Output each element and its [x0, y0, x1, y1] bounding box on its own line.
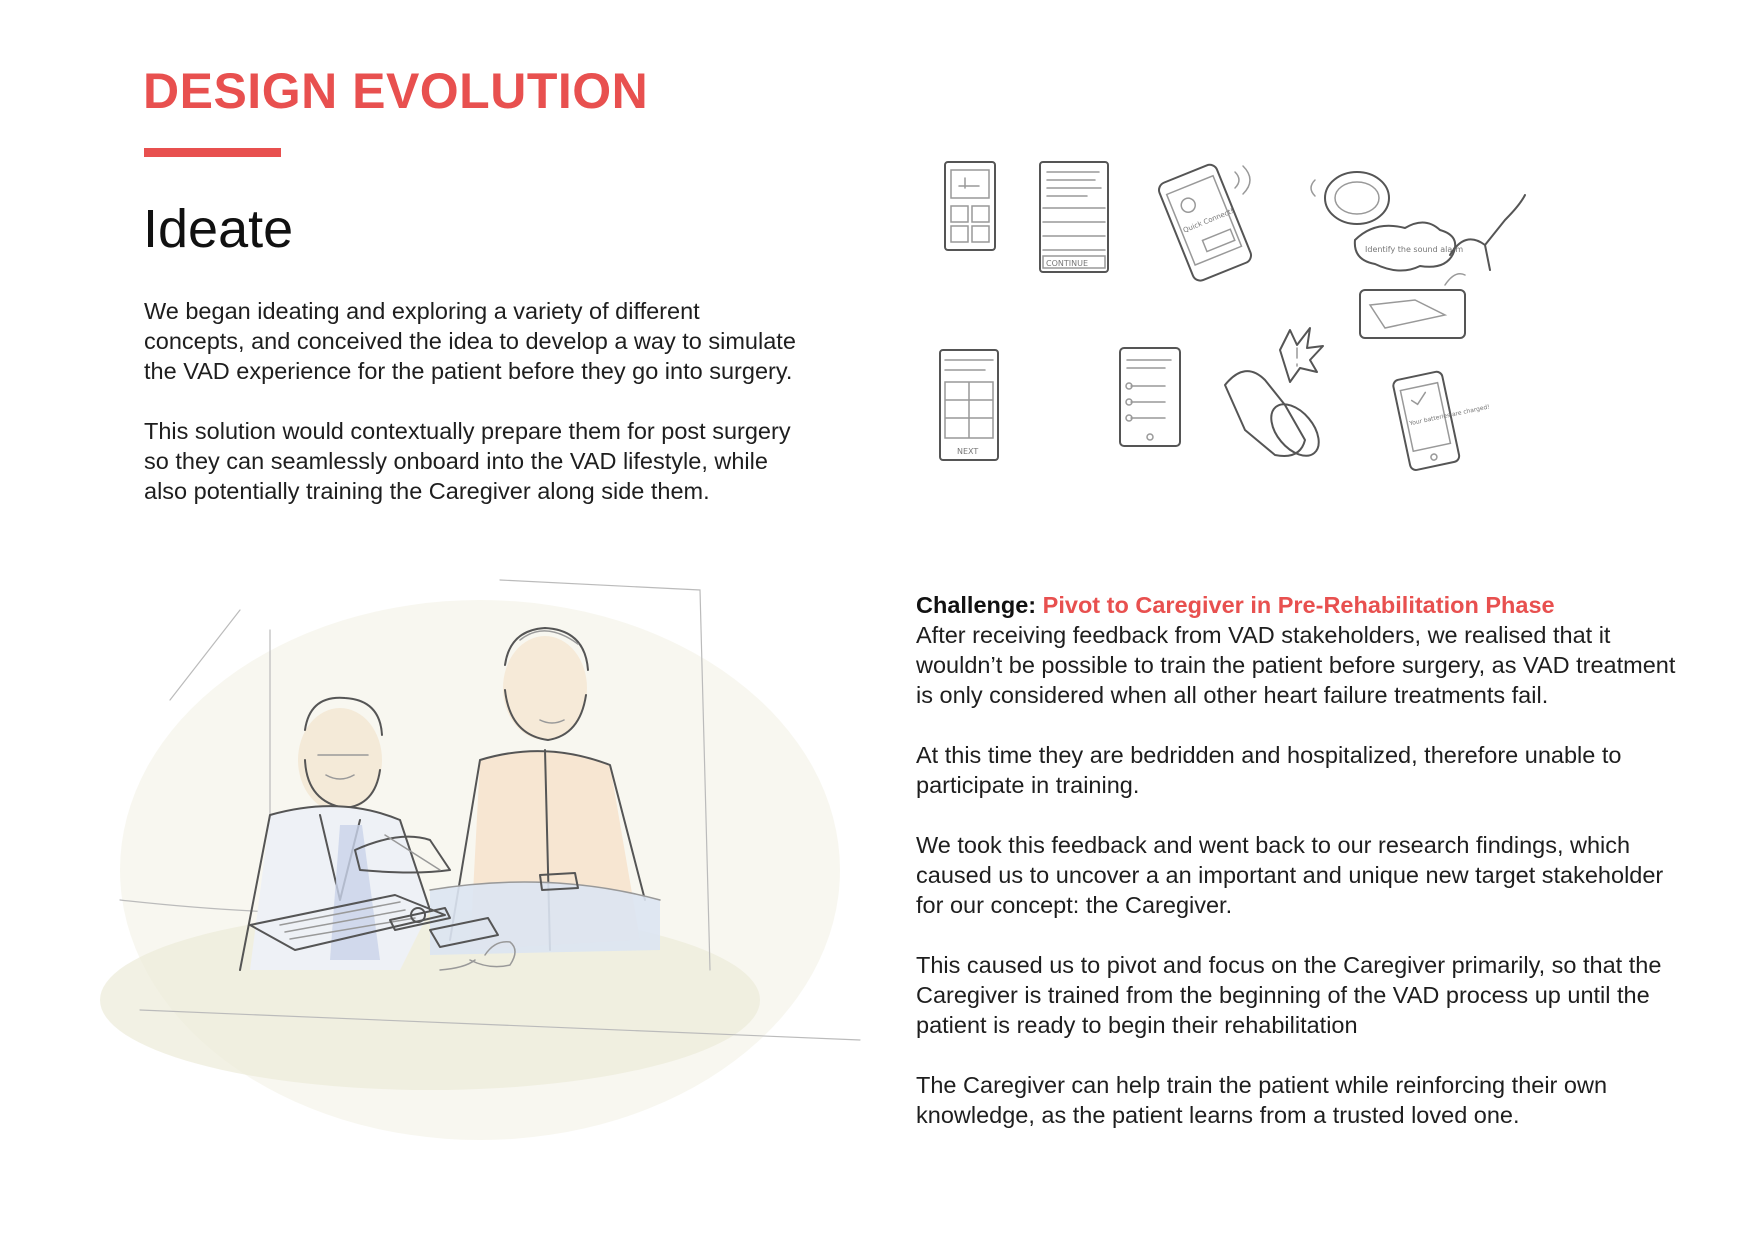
ideate-heading: Ideate [143, 199, 294, 259]
challenge-paragraph-2: At this time they are bedridden and hospitalized, therefore unable to participate in training. [916, 742, 1622, 798]
batteries-charged-label: Your batteries are charged! [1408, 403, 1491, 428]
quick-connect-label: Quick Connect! [1181, 206, 1235, 235]
challenge-title: Pivot to Caregiver in Pre-Rehabilitation Phase [1042, 592, 1555, 618]
section-title: DESIGN EVOLUTION [143, 63, 649, 119]
challenge-heading [916, 590, 1676, 620]
next-button-label: NEXT [957, 447, 979, 456]
wireframe-sketches [905, 150, 1625, 530]
title-accent-bar [144, 148, 281, 157]
challenge-paragraph-1: After receiving feedback from VAD stakeholders, we realised that it wouldn’t be possible to train the patient before surgery, as VAD treatment is only considered when all other heart failure treatments fail. [916, 622, 1676, 708]
challenge-text [916, 590, 1676, 1160]
continue-button-label: CONTINUE [1046, 259, 1089, 268]
challenge-paragraph-3: We took this feedback and went back to our research findings, which caused us to uncover a an important and unique new target stakeholder for our concept: the Caregiver. [916, 832, 1664, 918]
ideate-paragraph-1: We began ideating and exploring a variety of different concepts, and conceived the idea to develop a way to simulate the VAD experience for the patient before they go into surgery. [144, 298, 796, 384]
challenge-paragraph-4: This caused us to pivot and focus on the Caregiver primarily, so that the Caregiver is trained from the beginning of the VAD process up until the patient is ready to begin their rehabilitation [916, 952, 1662, 1038]
ideate-text [144, 296, 804, 536]
speech-bubble-label: Identify the sound alarm [1365, 245, 1464, 254]
challenge-paragraph-5: The Caregiver can help train the patient while reinforcing their own knowledge, as the patient learns from a trusted loved one. [916, 1072, 1608, 1128]
consultation-sketch-illustration [100, 570, 880, 1170]
ideate-paragraph-2: This solution would contextually prepare them for post surgery so they can seamlessly onboard into the VAD lifestyle, while also potentially training the Caregiver along side them. [144, 418, 791, 504]
challenge-label: Challenge: [916, 592, 1037, 618]
